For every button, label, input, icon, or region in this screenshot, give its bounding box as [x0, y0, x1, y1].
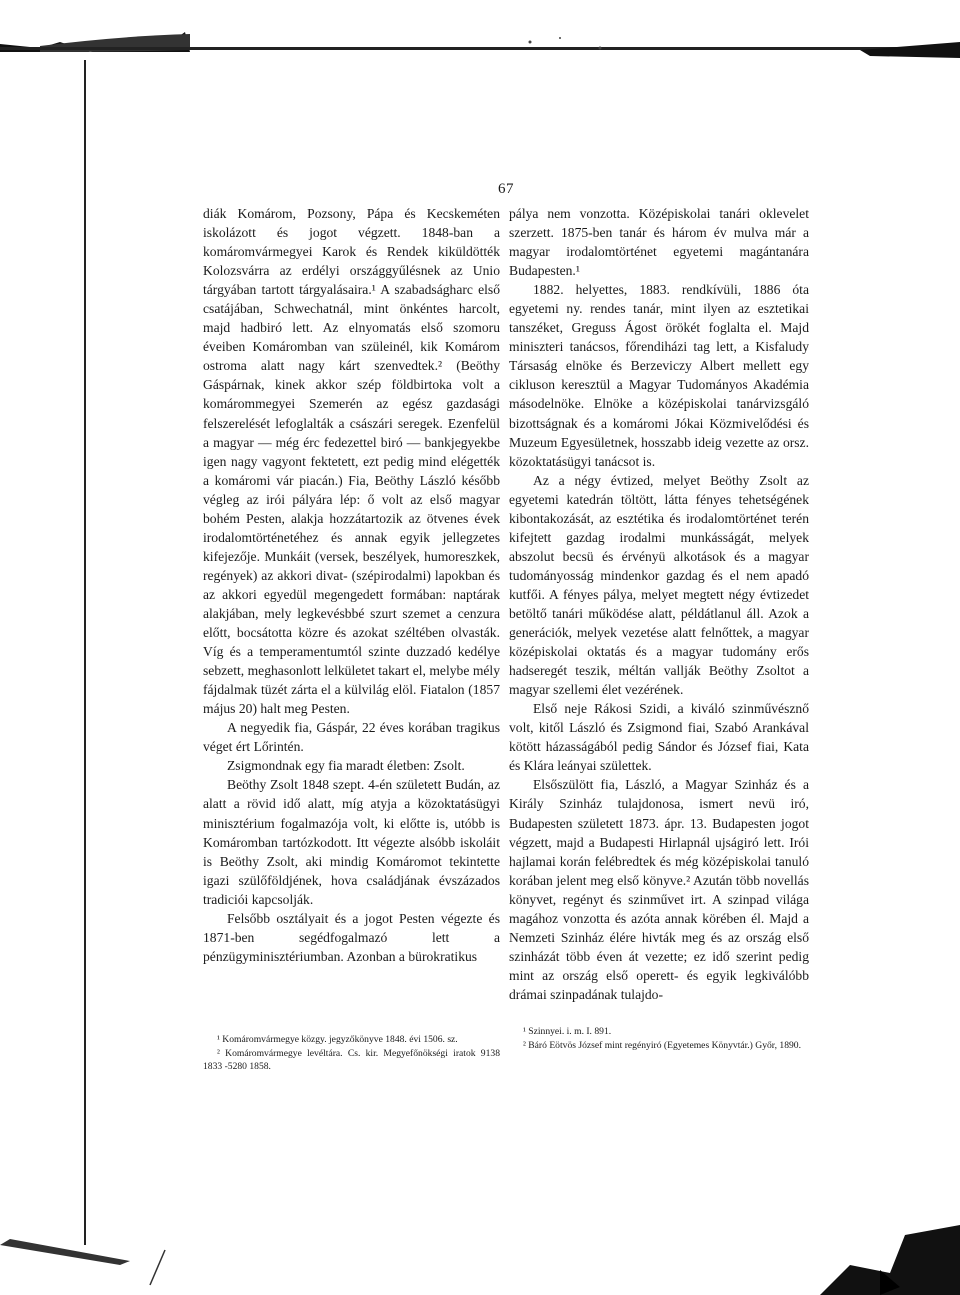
left-column — [203, 204, 500, 966]
right-paragraph: Az a négy évtized, melyet Beöthy Zsolt az egyetemi katedrán töltött, látta fényes tehetségének kibontakozását, az esztétika és irodalomtörténet terén kifejtett gazdag irodalmi munkásságát, melyek abszolut becsü és érvényü alkotások és a magyar tudományosság mindenkor gazdag és el nem apadó kutfői. A fényes pálya, melyet megtett négy évtizedet betöltő tanári működése alatt, példátlanul áll. Azok a generációk, melyek vezetése alatt felnőttek, a magyar középiskolai oktatás és a magyar tudomány erős hadseregét teszik, méltán vallják Beöthy Zsoltot a magyar szellemi élet vezérének. — [509, 472, 809, 698]
left-paragraph: Felsőbb osztályait és a jogot Pesten végezte és 1871-ben segédfogalmazó lett a pénzügyminisztériumban. Azonban a bürokratikus — [203, 910, 500, 964]
left-footnotes — [203, 1033, 500, 1074]
footnote: ¹ Komáromvármegye közgy. jegyzőkönyve 1848. évi 1506. sz. — [217, 1034, 458, 1045]
right-paragraph: 1882. helyettes, 1883. rendkívüli, 1886 óta egyetemi ny. rendes tanár, mint ilyen az esztetikai tanszéket, Greguss Ágost örökét foglalta el. Majd miniszteri tanácsos, főrendiházi tag lett, a Kisfaludy Társaság elnöke és Berzeviczy Albert mellett egy cikluson keresztül a Magyar Tudományos Akadémia másodelnöke. Elnöke a középiskolai tanárvizsgáló bizottságnak és a komáromi Jókai Közmivelődési és Muzeum Egyesületnek, hosszabb ideig vezette az orsz. közoktatásügyi tanácsot is. — [509, 282, 809, 469]
right-paragraph: Elsőszülött fia, László, a Magyar Szinház és a Király Szinház tulajdonosa, ismert nevü iró, Budapesten született 1873. ápr. 13. Budapesten jogot végzett, majd a Budapesti Hirlapnál ujságiró lett. Irói hajlamai korán felébredtek és még középiskolai tanuló korában jelent meg első könyve.² Azután több novellás könyvet, regényt és szinművet irt. A szinpad világa magához vonzotta és azóta annak körében él. Majd a Nemzeti Szinház élére hivták meg és az ország első szinházát több éven át vezette; ez idő szerint pedig mint az ország első operett- és egyik legkiválóbb drámai szinpadának tulajdo- — [509, 777, 809, 1002]
left-paragraph: diák Komárom, Pozsony, Pápa és Kecskeméten iskolázott és jogot végzett. 1848-ban a komáromvármegyei Karok és Rendek kiküldötték Kolozsvárra az erdélyi országgyűlésnek az Unio tárgyában tartott tárgyalásaira.¹ A szabadságharc első csatájában, Schwechatnál, mint önkéntes harcolt, majd hadbiró lett. Az elnyomatás első szomoru éveiben Komáromban van szüleinél, kik Komárom ostroma alatt nagy kárt szenvedtek.² (Beöthy Gáspárnak, kinek akkor szép földbirtoka volt a komárommegyei Szemerén az egész gazdasági felszerelését lefoglalták a császári seregek. Ezenfelül a magyar — még érc fedezettel biró — bankjegyekbe igen nagy vagyont fektetett, ezt pedig mind elégették a komáromi vár piacán.) Fia, Beöthy László később végleg az irói pályára lép: ő volt az első magyar bohém Pesten, alakja hozzátartozik az ötvenes évek irodalomtörténetéhez és annak egyik jellegzetes kifejezője. Munkáit (versek, beszélyek, humoreszkek, regények) az akkori divat- (szépirodalmi) lapokban és az akkori egyedül megengedett formában: naptárak alakjában, mely legkevésbbé szurt szemet a cenzura előtt, bocsátotta közre és azokat széltében olvasták. Víg és a temperamentumtól szinte duzzadó kedélye sebzett, meghasonlott lelkületet takart el, melybe mély fájdalmak tüzét zárta el a külvilág elöl. Fiatalon (1857 május 20) halt meg Pesten. — [203, 206, 500, 717]
left-paragraph: Beöthy Zsolt 1848 szept. 4-én született Budán, az alatt a rövid idő alatt, míg atyja a közoktatásügyi minisztérium fogalmazója volt, ki előtte is, utóbb is Komáromban tartózkodott. Itt végezte alsóbb iskoláit is Beöthy Zsolt, aki mindig Komáromot tekintette igazi szülőföldjének, hova családjának évszázados tradiciói kapcsolják. — [203, 777, 500, 907]
right-paragraph: Első neje Rákosi Szidi, a kiváló szinművésznő volt, kitől László és Zsigmond fiai, Szabó Arankával kötött házasságából pedig Sándor és József fiai, Kata és Klára leányai születtek. — [509, 701, 809, 774]
footnote: ¹ Szinnyei. i. m. I. 891. — [523, 1026, 612, 1037]
scan-edge-top — [0, 22, 960, 72]
left-paragraph: A negyedik fia, Gáspár, 22 éves korában tragikus véget ért Lőrintén. — [203, 720, 500, 755]
footnote: ² Komáromvármegye levéltára. Cs. kir. Megyefőnökségi iratok 9138 1833 -5280 1858. — [203, 1047, 500, 1073]
scan-left-rule — [84, 60, 86, 1245]
page-number: 67 — [498, 181, 514, 197]
left-paragraph: Zsigmondnak egy fia maradt életben: Zsolt. — [227, 758, 465, 774]
right-paragraph: pálya nem vonzotta. Középiskolai tanári oklevelet szerzett. 1875-ben tanár és három év mulva már a magyar irodalomtörténet egyetemi magántanára Budapesten.¹ — [509, 206, 809, 279]
scan-edge-bottom — [0, 1215, 960, 1295]
right-footnotes — [509, 1025, 809, 1052]
right-column — [509, 204, 809, 1004]
footnote: ² Báró Eötvös József mint regényiró (Egyetemes Könyvtár.) Győr, 1890. — [523, 1039, 801, 1051]
